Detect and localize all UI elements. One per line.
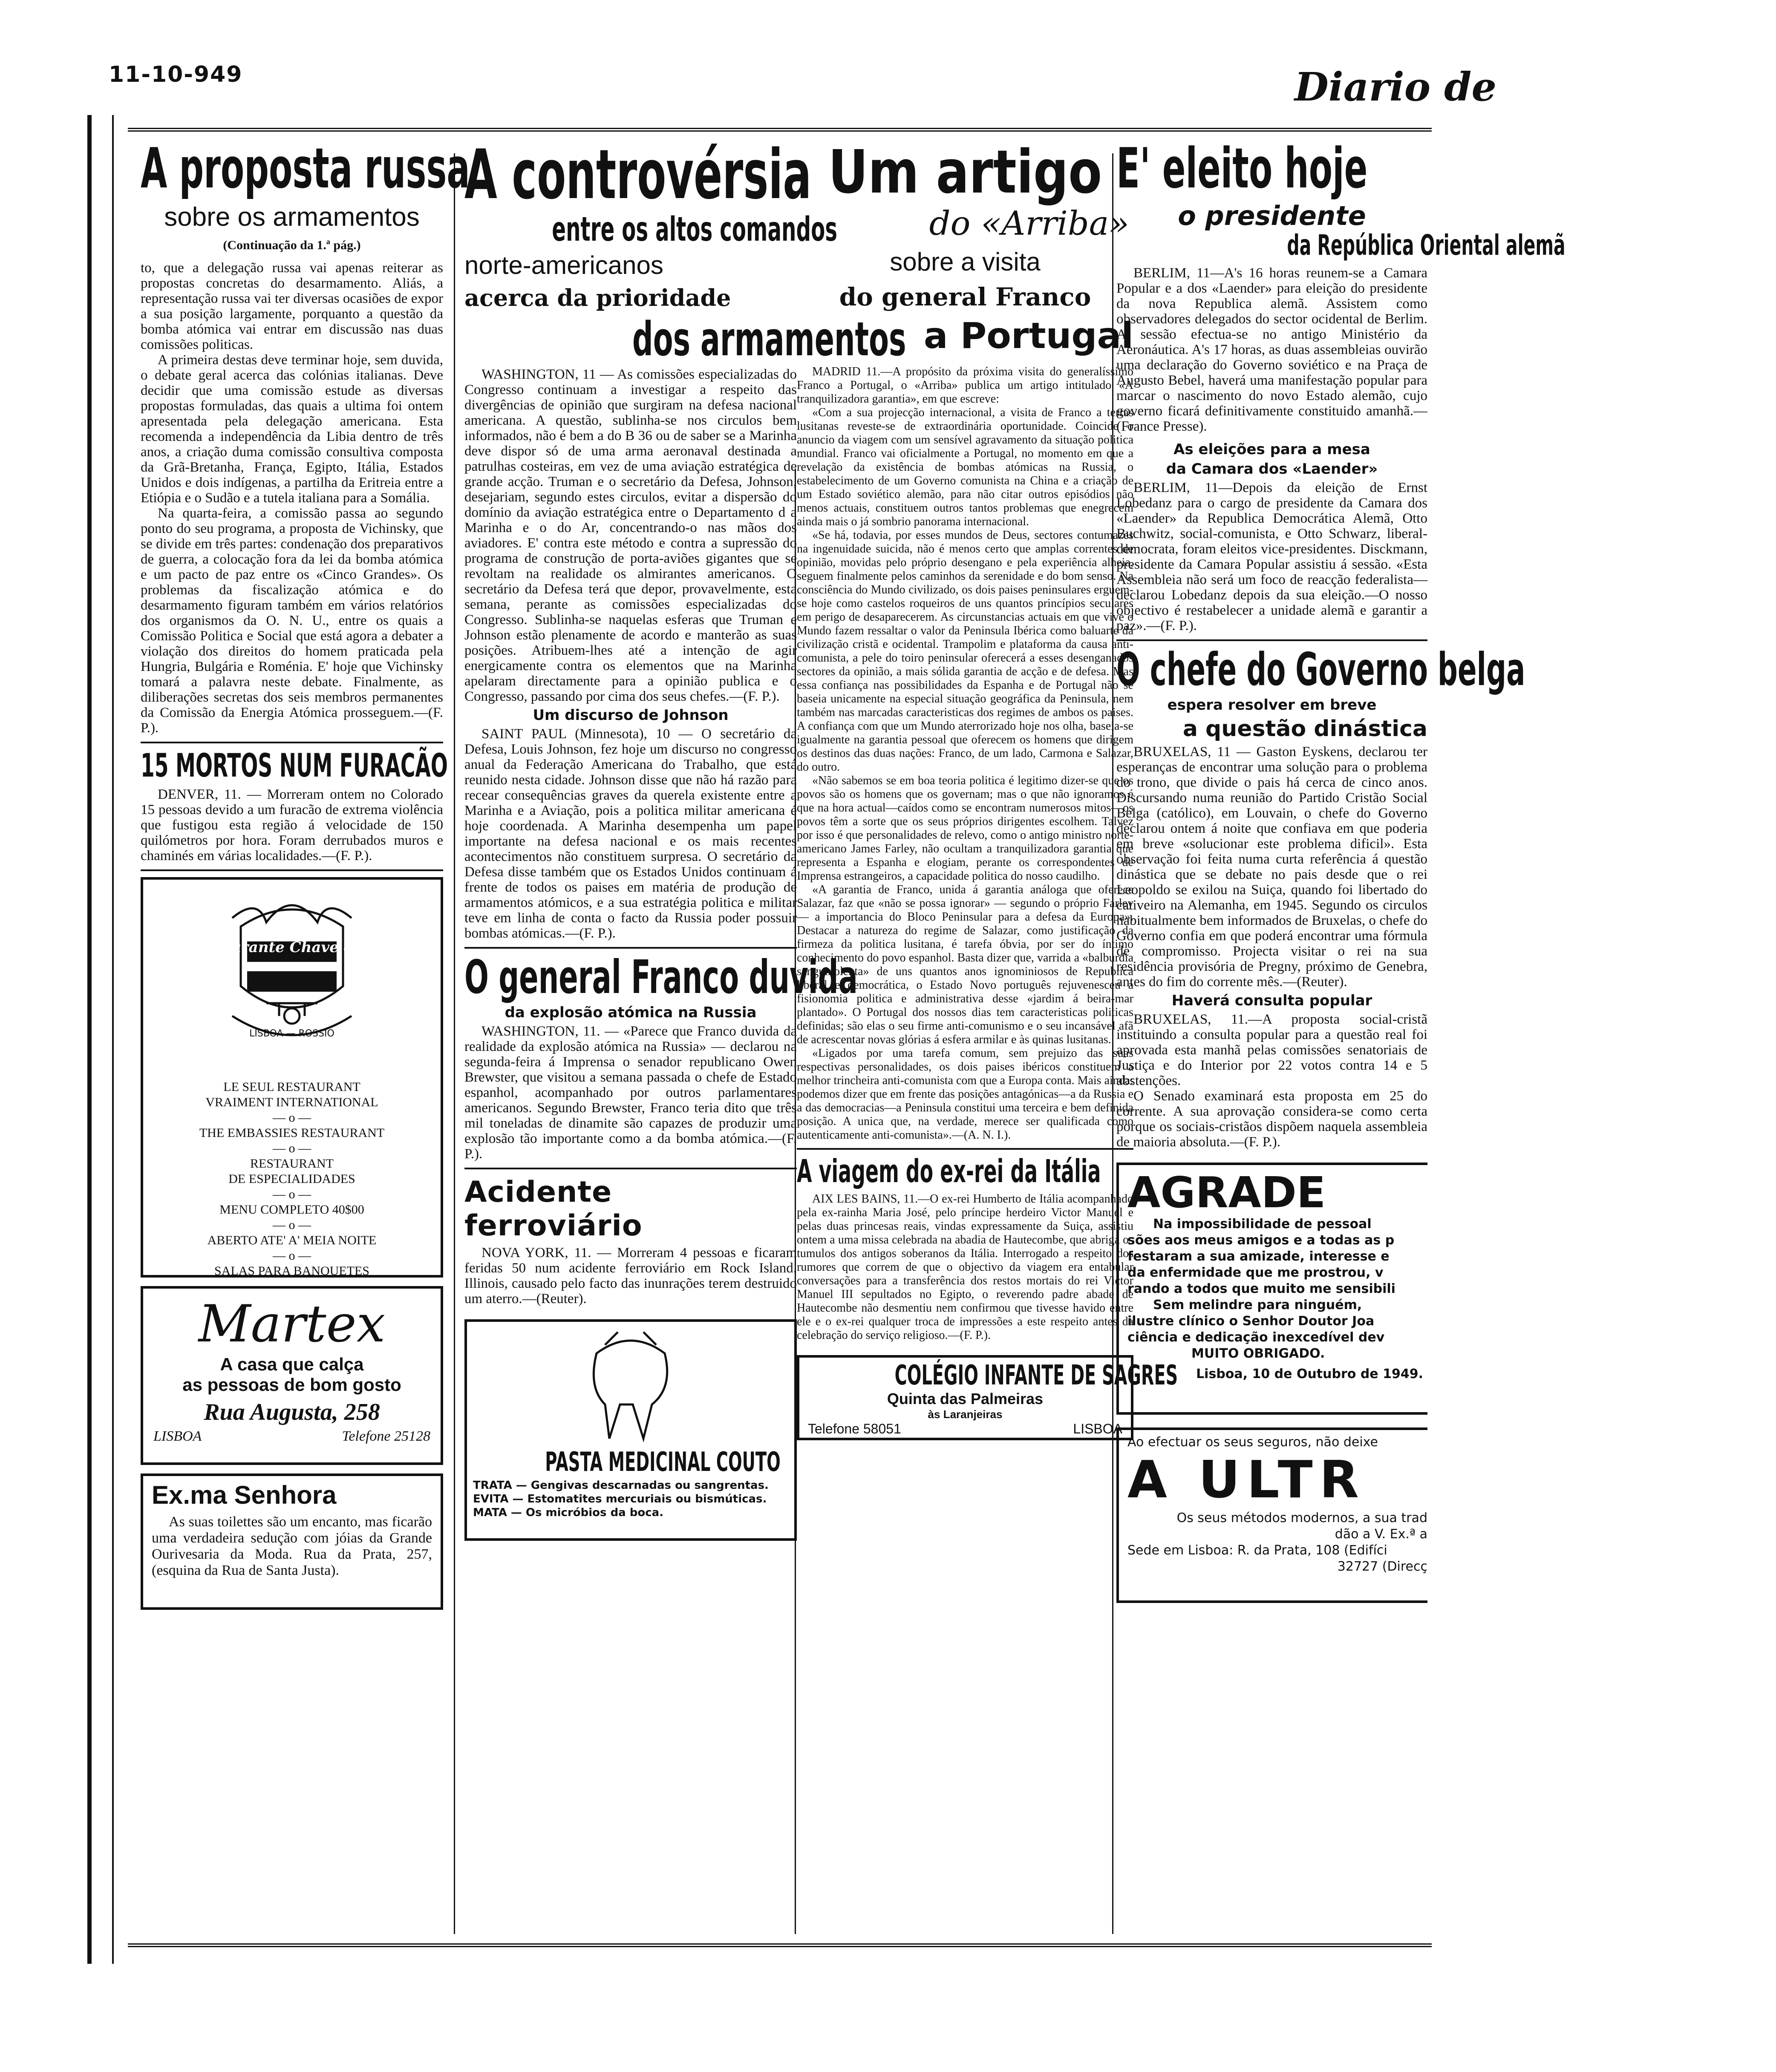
ad-line: ilustre clínico o Senhor Doutor Joa xyxy=(1127,1314,1375,1329)
subheadline: entre os altos comandos xyxy=(552,210,838,249)
newspaper-title: Diario de xyxy=(1294,64,1496,110)
headline-russian-proposal: A proposta russa xyxy=(141,136,470,201)
storm-body: DENVER, 11. — Morreram ontem no Colorado 15 pessoas devido a um furacão de extrema violência que fustigou esta região á velocidade de 150 quilómetros por hora. Foram derrubados muros e chaminés em várias localidades.—(F. P.). xyxy=(141,787,443,863)
headline-belgian: O chefe do Governo belga xyxy=(1116,643,1525,696)
ad-jewelry xyxy=(141,1473,443,1610)
ad-insurance xyxy=(1116,1427,1427,1603)
ad-line: EVITA — Estomatites mercuriais ou bismúticas. xyxy=(473,1493,767,1505)
issue-date: 11-10-949 xyxy=(109,62,243,87)
ad-line: Quinta das Palmeiras xyxy=(887,1390,1044,1407)
ad-line: Sem melindre para ninguém, xyxy=(1153,1298,1362,1312)
tooth-icon xyxy=(580,1328,682,1447)
paragraph: to, que a delegação russa vai apenas reiterar as propostas concretas do desarmamento. Aliás, a representação russa vai ter diversas ocasiões de expor a sua posição largamente, porquanto a questão da bomba atómica vai entrar em discussão nas duas comissões politicas. xyxy=(141,260,443,352)
section-heading: As eleições para a mesa xyxy=(1173,441,1370,458)
ad-school xyxy=(797,1355,1178,1440)
ad-phone: Telefone 25128 xyxy=(342,1428,430,1444)
subheadline: a questão dinástica xyxy=(1182,716,1427,742)
subheadline: do «Arriba» xyxy=(929,204,1129,243)
paragraph: «Se há, todavia, por esses mundos de Deus, sectores contumazes na ingenuidade suicida, não é menos certo que amplas correntes de opinião, movidas pelo próprio desengano e pela experiência alheia, seguem finalmente pelos caminhos da serenidade e do bom senso. Na consciência do Mundo civilizado, os dois paises peninsulares erguem-se hoje como castelos roqueiros de uns quantos princípios seculares em perigo de desaparecerem. As circunstancias actuais em que vive o Mundo fazem ressaltar o valor da Peninsula Ibérica como baluarte da civilização cristã e ocidental. Trampolim e plataforma da causa anti-comunista, a pele do toiro peninsular oferecerá a esses desenganados sectores da opinião, a mais sólida garantia de acção e de defesa. Mas essa confiança nas possibilidades da Espanha e de Portugal não se baseia unicamente na especial situação geográfica da Peninsula, nem também nas marcadas caracteristicas dos regimes de ambos os paises. A confiança com que um Mundo aterrorizado hoje nos olha, baseia-se igualmente na garantia pessoal que oferecem os homens que dirigem os destinos das duas nações: Franco, de um lado, Carmona e Salazar, do outro. xyxy=(797,529,1133,774)
ad-line: SALAS PARA BANQUETES xyxy=(214,1264,369,1278)
ad-line: às Laranjeiras xyxy=(928,1408,1003,1421)
ad-restaurant xyxy=(141,877,443,1278)
ad-line: sões aos meus amigos e a todas as p xyxy=(1127,1233,1395,1248)
ad-martex xyxy=(141,1286,443,1465)
subheadline: da explosão atómica na Russia xyxy=(505,1004,757,1021)
ad-sep: — o — xyxy=(273,1218,311,1232)
divider xyxy=(1116,639,1427,641)
divider xyxy=(464,947,797,949)
johnson-body: SAINT PAUL (Minnesota), 10 — O secretário da Defesa, Louis Johnson, fez hoje um discurso no congresso anual da Federação Americana do Trabalho, que está reunido nesta cidade. Johnson disse que não há razão para recear consequências graves da querela existente entre a Marinha e a Aviação, pois a politica militar americana é hoje coordenada. A Marinha desempenha um papel importante na defesa nacional e os mais recentes acontecimentos não constituem surpresa. O secretário da Defesa disse também que os Estados Unidos continuam á frente de todos os paises em matéria de produção de armamentos atómicos, e a sua estratégia politica e militar teve em linha de conta o facto da Russia poder possuir bombas atómicas.—(F. P.). xyxy=(464,726,797,941)
ad-sep: — o — xyxy=(273,1111,311,1125)
ad-line: festaram a sua amizade, interesse e xyxy=(1127,1249,1390,1264)
subheadline: da República Oriental alemã xyxy=(1287,229,1566,262)
headline-rail: Acidente ferroviário xyxy=(464,1175,643,1243)
headline-elected: E' eleito hoje xyxy=(1116,136,1368,201)
top-rule xyxy=(128,128,1432,132)
subheadline: a Portugal xyxy=(923,315,1133,357)
left-border xyxy=(87,115,114,1964)
subheadline: espera resolver em breve xyxy=(1167,696,1377,714)
ad-phone: Telefone 58051 xyxy=(808,1421,901,1436)
article-body: BERLIM, 11—A's 16 horas reunem-se a Camara Popular e a dos «Laender» para eleição do presidente da nova Republica alemã. Assistem como observadores delegados do sector ocidental de Berlim. A sessão efectua-se no antigo Ministério da Aeronáutica. A's 17 horas, as duas assembleias ouvirão uma declaração do Governo soviético e na Praça de Augusto Bebel, haverá uma manifestação popular para marcar o nascimento do novo Estado alemão, cujo governo ficará definitivamente constituido amanhã.—(France Presse). xyxy=(1116,265,1427,434)
headline-franco-doubts: O general Franco duvida xyxy=(464,951,858,1004)
franco-body: WASHINGTON, 11. — «Parece que Franco duvida da realidade da explosão atómica na Russia» — declarou na segunda-feira á Imprensa o senador republicano Owen Brewster, que visitou a semana passada o chefe de Estado espanhol, acompanhado por outros parlamentares americanos. Segundo Brewster, Franco teria dito que três mil toneladas de dinamite são capazes de produzir uma explosão tão importante como a da bomba atómica.—(F. P.). xyxy=(464,1024,797,1162)
belgian-body: BRUXELAS, 11 — Gaston Eyskens, declarou ter esperanças de encontrar uma solução para o problema do trono, que divide o pais há cerca de cinco anos. Discursando numa reunião do Partido Cristão Social Belga (católico), em Louvain, o chefe do Governo declarou ontem á noite que confiava em que poderia em breve «solucionar este problema dificil». Esta observação foi feita numa curta referência á questão dinástica que se debate no pais desde que o rei Leopoldo se exilou na Suiça, quando foi libertado do cativeiro na Alemanha, em 1945. Segundo os circulos habitualmente bem informados de Bruxelas, o chefe do Governo confia em que poderá encontrar uma fórmula de compromisso. Projecta visitar o rei na sua residência provisória de Pregny, próximo de Genebra, antes do fim do corrente mês.—(Reuter). xyxy=(1116,744,1427,990)
section-heading: Um discurso de Johnson xyxy=(533,707,729,724)
subheadline: dos armamentos xyxy=(632,312,906,366)
divider xyxy=(797,1148,1133,1150)
article-body: WASHINGTON, 11 — As comissões especializadas do Congresso continuam a investigar a respeito das divergências de opinião que surgiram na defesa nacional americana. A questão, sublinha-se nos circulos bem informados, não é bem a do B 36 ou de saber se a Marinha deve dispor só de uma arma aeronaval destinada a patrulhas costeiras, em vez de uma aviação estratégica de grande acção. Truman e o secretário da Defesa, Johnson, desejariam, segundo estes circulos, evitar a dispersão do domínio da aviação estratégica entre o Departamento d a Marinha e o do Ar, concentrando-o nas mãos dos aviadores. E' contra este método e contra a supressão do programa de construção de porta-aviões gigantes que se revoltam na realidade os almirantes americanos. O secretário da Defesa terá que depor, provavelmente, esta semana, perante as comissões especializadas do Congresso. Sublinha-se naquelas esferas que Truman e Johnson estão plenamente de acordo e manterão as suas posições. Atribuem-lhes até a intenção de agir energicamente contra os elementos que na Marinha apelaram directamente para a opinião publica e o Congresso, passando por cima dos seus chefes.—(F. P.). xyxy=(464,367,797,704)
ad-line: Na impossibilidade de pessoal xyxy=(1153,1217,1372,1232)
ad-line: Ao efectuar os seus seguros, não deixe xyxy=(1127,1435,1378,1450)
ad-thanks xyxy=(1116,1163,1427,1415)
paragraph: MADRID 11.—A propósito da próxima visita do generalíssimo Franco a Portugal, o «Arriba» publica um artigo intitulado «A tranquilizadora garantia», em que escreve: xyxy=(797,365,1133,406)
consultation-body: O Senado examinará esta proposta em 25 do corrente. A sua aprovação considera-se como certa porque os sociais-cristãos dispõem naquela assembleia de maioria absoluta.—(F. P.). xyxy=(1116,1088,1427,1150)
ad-sep: — o — xyxy=(273,1141,311,1155)
crest-text: Restaurante Chave d'Ouro xyxy=(185,939,399,956)
ad-line: as pessoas de bom gosto xyxy=(182,1375,401,1395)
ad-line: DE ESPECIALIDADES xyxy=(228,1172,355,1186)
divider xyxy=(464,1168,797,1169)
headline-article: Um artigo xyxy=(828,138,1102,207)
ad-line: da enfermidade que me prostrou, v xyxy=(1127,1265,1384,1280)
ad-line: MUITO OBRIGADO. xyxy=(1191,1346,1325,1361)
paragraph: «Ligados por uma tarefa comum, sem prejuizo das suas respectivas personalidades, os dois paises ibéricos constituem a melhor trincheira anti-comunista com que a Europa conta. Mais ainda: podemos dizer que em frente das posições antagónicas—a da Russia e a das democracias—a Peninsula constitui uma terceira e bem definida posição. A unica que, na verdade, merece ser qualificada como autenticamente anti-comunista».—(A. N. I.). xyxy=(797,1047,1133,1142)
article-body xyxy=(797,365,1133,1142)
ad-line: Os seus métodos modernos, a sua trad xyxy=(1176,1511,1427,1525)
column-1 xyxy=(141,136,470,1938)
headline-controversy: A controvérsia xyxy=(464,135,812,214)
ad-toothpaste xyxy=(464,1319,797,1541)
divider xyxy=(141,742,443,743)
ad-line: ciência e dedicação inexcedível dev xyxy=(1127,1330,1385,1345)
exking-body: AIX LES BAINS, 11.—O ex-rei Humberto de Itália acompanhado pela ex-rainha Maria José, pelo príncipe herdeiro Victor Manuel e pelas duas princesas reais, vindas expressamente da Suiça, assistiu ontem a uma missa celebrada na abadia de Hautecombe, que abriga os tumulos dos antigos soberanos da Itália. Interrogado a respeito dos rumores que correm de que o objectivo da viagem era entabular conversações para a transferência dos restos mortais do rei Victor Manuel III sepultados no Egipto, o reverendo padre abade de Hautecombe não desmentiu nem confirmou que tivesse havido entre ele e o ex-rei qualquer troca de impressões a este respeito antes da celebração do serviço religioso.—(F. P.). xyxy=(797,1192,1133,1342)
ad-date: Lisboa, 10 de Outubro de 1949. xyxy=(1196,1367,1423,1381)
ad-address: Rua Augusta, 258 xyxy=(204,1399,380,1425)
subheadline: acerca da prioridade xyxy=(464,284,731,311)
subheadline: norte-americanos xyxy=(464,251,663,279)
headline-storm: 15 MORTOS NUM FURACÃO xyxy=(141,746,448,784)
paragraph: «A garantia de Franco, unida á garantia análoga que oferece Salazar, faz que «não se possa ignorar» — segundo o próprio Farley — a importancia do Bloco Peninsular para a defesa da Europa». Destacar a natureza do regime de Salazar, como justificação da firmeza da politica lusitana, é tarefa óbvia, por ser do íntimo conhecimento do povo espanhol. Basta dizer que, varrida a «balburdia sanguinolenta» de uns quantos anos ignominiosos de Republica liberal e democrática, o Estado Novo português rejuvenesceu a fisionomia politica e administrativa desse «jardim á beira-mar plantado». O Portugal dos nossos dias tem caracteristicas politicas definidas; são elas o seu firme anti-comunismo e o seu incansável afã de acrescentar novas glórias á esfera armilar e às quinas lusitanas. xyxy=(797,883,1133,1046)
ad-line: dão a V. Ex.ª a xyxy=(1335,1527,1427,1542)
crest-sub: LISBOA — ROSSIO xyxy=(249,1028,334,1039)
section-heading: Haverá consulta popular xyxy=(1171,992,1372,1009)
ad-sep: — o — xyxy=(273,1187,311,1201)
paragraph: Na quarta-feira, a comissão passa ao segundo ponto do seu programa, a proposta de Vichinsky, que se divide em três partes: condenação dos preparativos de guerra, a colocação fora da lei da bomba atómica e um pacto de paz entre os «Cinco Grandes». Os problemas da fiscalização atómica e do desarmamento figuram também em vários relatórios dos organismos da O. N. U., entre os quais a Comissão Politica e Social que está agora a debater a violação dos direitos do homem praticada pela Hungria, Bulgária e Roménia. E' hoje que Vichinsky tomará a palavra neste debate. Finalmente, as diliberações secretas dos seis membros permanentes da Comissão da Energia Atómica prosseguem.—(F. P.). xyxy=(141,506,443,736)
ad-line: MENU COMPLETO 40$00 xyxy=(219,1203,364,1217)
ad-body: As suas toilettes são um encanto, mas ficarão uma verdadeira sedução com jóias da Grande Ourivesaria da Moda. Rua da Prata, 257, (esquina da Rua de Santa Justa). xyxy=(152,1514,432,1578)
paragraph: A primeira destas deve terminar hoje, sem duvida, o debate geral acerca das colónias italianas. Deve decidir que uma comissão estude as diversas propostas formuladas, das quais a ultima foi ontem apresentada pela delegação americana. Esta recomenda a independência da Libia dentro de três anos, a criação duma comissão consultiva composta da Grã-Bretanha, França, Egipto, Itália, Estados Unidos e dois indígenas, a partilha da Eritreia entre a Etiópia e o Sudão e a tutela italiana para a Somália. xyxy=(141,352,443,506)
ad-line: A casa que calça xyxy=(220,1354,364,1374)
ad-city: LISBOA xyxy=(1073,1421,1122,1436)
ad-line: LE SEUL RESTAURANT xyxy=(223,1080,360,1094)
ad-title: Ex.ma Senhora xyxy=(152,1481,337,1509)
paragraph: «Não sabemos se em boa teoria politica é legitimo dizer-se que os povos são os homens que os governam; mas o que não ignoramos é que na hora actual—caídos como se encontram numerosos mitos—os povos têm a sorte que os seus próprios dirigentes escolhem. Talvez por isso é que personalidades de relevo, como o antigo ministro norte-americano James Farley, não ocultam a tranquilizadora garantia que representa a Espanha e elogiam, perante os correspondentes de Imprensa estrangeiros, a capacidade politica do nosso caudilho. xyxy=(797,774,1133,883)
column-divider xyxy=(454,153,455,1934)
column-4 xyxy=(1116,136,1566,1938)
ad-title: COLÉGIO INFANTE DE SAGRES xyxy=(894,1360,1178,1391)
subheadline: sobre a visita xyxy=(890,247,1041,276)
column-3 xyxy=(797,138,1178,1938)
ad-sep: — o — xyxy=(273,1249,311,1263)
paragraph: «Com a sua projecção internacional, a visita de Franco a terras lusitanas reveste-se de extraordinária oportunidade. Coincide o anuncio da viagem com um sensível agravamento da situação politica mundial. Franco vai oficialmente a Portugal, no momento em que a revelação da existência de bombas atómicas na Russia, o estabelecimento de um Governo comunista na China e a criação de um Estado soviético alemão, para não citar outros episódios não menos actuais, constituem outros tantos problemas que enegrecem ainda mais o já sombrio panorama internacional. xyxy=(797,406,1133,528)
election-body: BERLIM, 11—Depois da eleição de Ernst Lobedanz para o cargo de presidente da Camara dos «Laender» da Republica Democrática Alemã, Otto Buchwitz, social-comunista, e Otto Schwarz, liberal-democrata, foram eleitos vice-presidentes. Disckmann, presidente da Camara Popular assistiu á sessão. «Esta Assembleia não será um foco de reacção federalista—declarou Lobedanz depois da sua eleição.—O nosso objectivo é restabelecer a unidade alemã e garantir a paz».—(F. P.). xyxy=(1116,480,1427,633)
ad-line: ABERTO ATE' A' MEIA NOITE xyxy=(207,1233,377,1247)
ad-title: PASTA MEDICINAL COUTO xyxy=(545,1446,781,1477)
divider xyxy=(141,869,443,871)
ad-line: 32727 (Direcç xyxy=(1337,1559,1427,1574)
ad-line: THE EMBASSIES RESTAURANT xyxy=(199,1126,385,1140)
ad-brand: A ULTR xyxy=(1127,1450,1366,1510)
ad-line: MATA — Os micróbios da boca. xyxy=(473,1506,664,1519)
martex-logo: Martex xyxy=(198,1295,386,1354)
ad-line: rando a todos que muito me sensibili xyxy=(1127,1281,1395,1296)
ad-line: Sede em Lisboa: R. da Prata, 108 (Edifíci xyxy=(1127,1543,1387,1558)
bottom-rule xyxy=(128,1943,1432,1947)
headline-exking: A viagem do ex-rei da Itália xyxy=(797,1153,1101,1190)
section-heading: da Camara dos «Laender» xyxy=(1166,460,1378,478)
ad-city: LISBOA xyxy=(153,1428,202,1444)
continuation-note: (Continuação da 1.ª pág.) xyxy=(223,238,361,252)
subheadline: o presidente xyxy=(1178,200,1366,231)
consultation-body: BRUXELAS, 11.—A proposta social-cristã instituindo a consulta popular para a questão real foi aprovada esta manhã pelas comissões senatoriais de Justiça e do Interior por 22 votos contra 14 e 5 abstenções. xyxy=(1116,1012,1427,1088)
ad-line: VRAIMENT INTERNATIONAL xyxy=(205,1095,378,1109)
ad-title: AGRADE xyxy=(1127,1168,1326,1217)
subheadline: sobre os armamentos xyxy=(164,202,420,232)
article-body xyxy=(141,260,443,736)
ad-line: TRATA — Gengivas descarnadas ou sangrentas. xyxy=(473,1479,769,1492)
rail-body: NOVA YORK, 11. — Morreram 4 pessoas e ficaram feridas 50 num acidente ferroviário em Rock Island. Illinois, causado pelo facto das inunrações terem destruido um aterro.—(Reuter). xyxy=(464,1245,797,1307)
subheadline: do general Franco xyxy=(839,282,1091,311)
ad-line: RESTAURANT xyxy=(250,1157,334,1171)
